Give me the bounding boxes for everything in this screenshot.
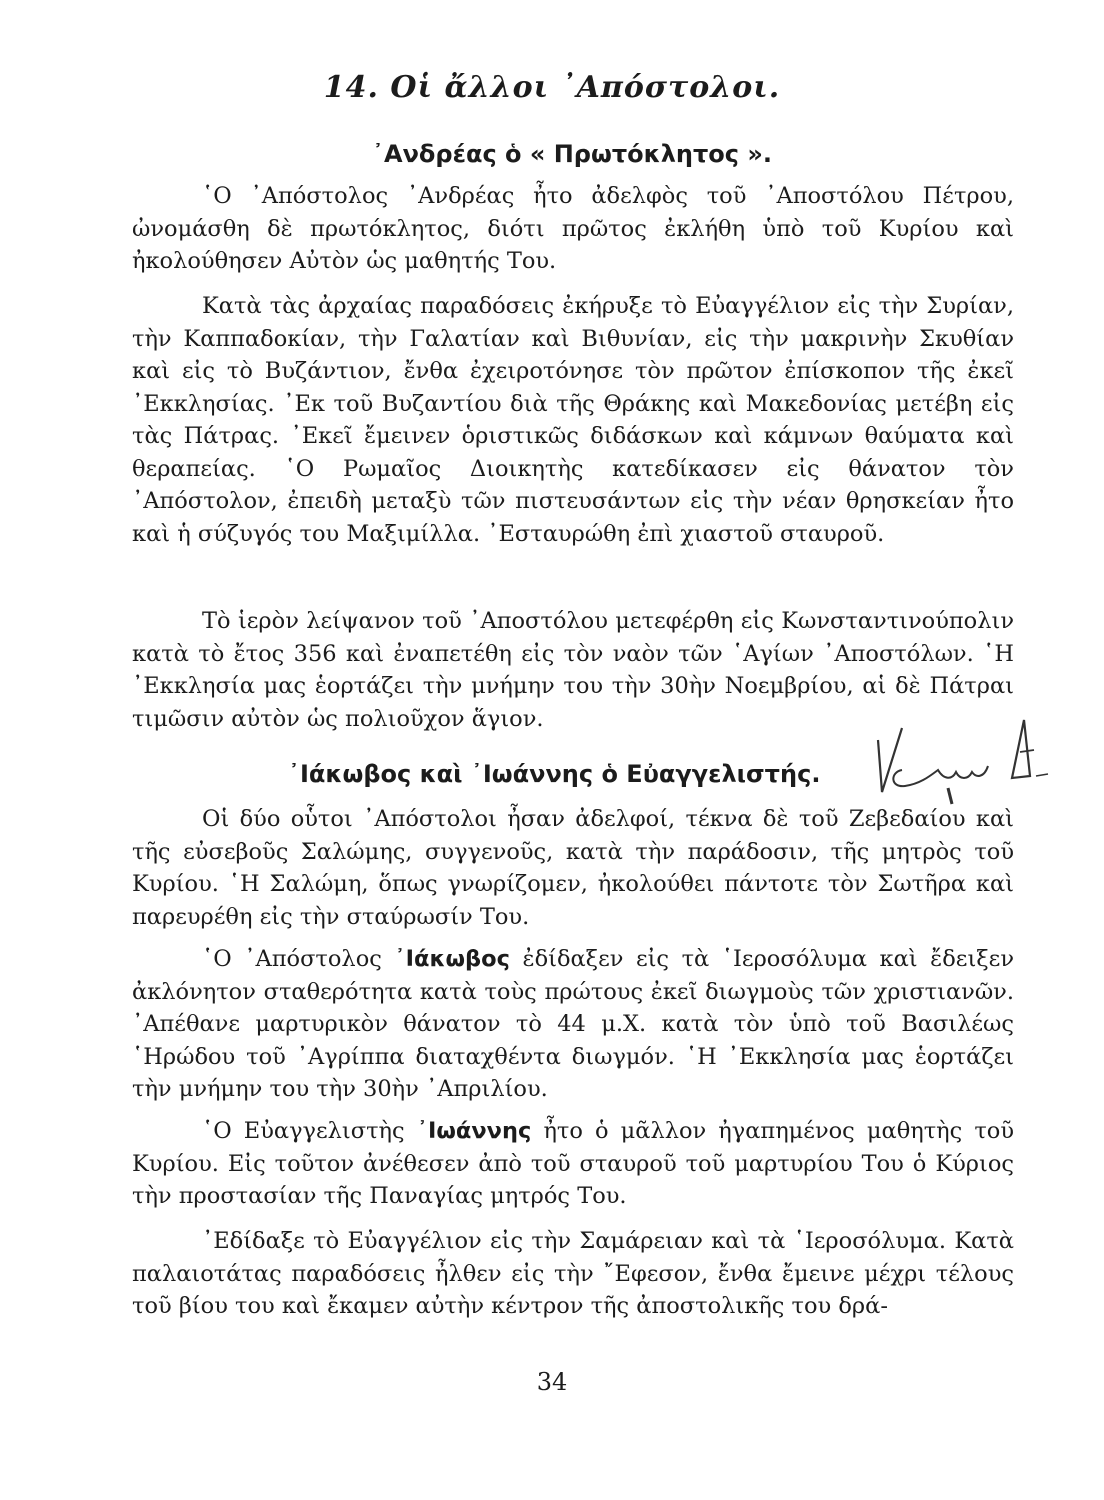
james-lead-text: ῾Ο ᾿Απόστολος: [202, 946, 382, 972]
paragraph-john: [132, 1115, 1014, 1213]
paragraph-andrew-intro: ῾Ο ᾿Απόστολος ᾿Ανδρέας ἦτο ἀδελφὸς τοῦ ᾿Αποστόλου Πέτρου, ὠνομάσθη δὲ πρωτόκλητος, διότι πρῶτος ἐκλήθη ὑπὸ τοῦ Κυρίου καὶ ἠκολούθησεν Αὐτὸν ὡς μαθητής Του.: [132, 183, 1014, 274]
john-lead-text: ῾Ο Εὐαγγελιστὴς: [202, 1118, 405, 1144]
paragraph-james-john-intro: Οἱ δύο οὗτοι ᾿Απόστολοι ἦσαν ἀδελφοί, τέκνα δὲ τοῦ Ζεβεδαίου καὶ τῆς εὐσεβοῦς Σαλώμης, συγγενοῦς, κατὰ τὴν παράδοσιν, τῆς μητρὸς τοῦ Κυρίου. ῾Η Σαλώμη, ὅπως γνωρίζομεν, ἠκολούθει πάντοτε τὸν Σωτῆρα καὶ παρευρέθη εἰς τὴν σταύρωσίν Του.: [132, 806, 1014, 930]
paragraph-andrew-relics: Τὸ ἱερὸν λείψανον τοῦ ᾿Αποστόλου μετεφέρθη εἰς Κωνσταντινούπολιν κατὰ τὸ ἔτος 356 καὶ ἐναπετέθη εἰς τὸν ναὸν τῶν ῾Αγίων ᾿Αποστόλων. ῾Η ᾿Εκκλησία μας ἑορτάζει τὴν μνήμην του τὴν 30ὴν Νοεμβρίου, αἱ δὲ Πάτραι τιμῶσιν αὐτὸν ὡς πολιοῦχον ἅγιον.: [132, 608, 1014, 732]
page-number: 34: [536, 1368, 568, 1396]
james-name: ᾿Ιάκωβος: [394, 946, 510, 972]
john-name: ᾿Ιωάννης: [416, 1118, 532, 1144]
section-heading-james-john: ᾿Ιάκωβος καὶ ᾿Ιωάννης ὁ Εὐαγγελιστής.: [288, 760, 821, 788]
section-heading-andrew: ᾿Ανδρέας ὁ « Πρωτόκλητος ».: [372, 140, 772, 168]
chapter-title: 14. Οἱ ἄλλοι ᾿Απόστολοι.: [323, 70, 781, 105]
paragraph-james: [132, 943, 1014, 1106]
john-body-text: ἦτο ὁ μᾶλλον ἠγαπημένος μαθητὴς τοῦ Κυρίου. Εἰς τοῦτον ἀνέθεσεν ἀπὸ τοῦ σταυροῦ τοῦ μαρτυρίου Του ὁ Κύριος τὴν προστασίαν τῆς Παναγίας μητρός Του.: [132, 1118, 1015, 1209]
paragraph-john-ministry: ᾿Εδίδαξε τὸ Εὐαγγέλιον εἰς τὴν Σαμάρειαν καὶ τὰ ῾Ιεροσόλυμα. Κατὰ παλαιοτάτας παραδόσεις ἦλθεν εἰς τὴν ῎Εφεσον, ἔνθα ἔμεινε μέχρι τέλους τοῦ βίου του καὶ ἔκαμεν αὐτὴν κέντρον τῆς ἀποστολικῆς του δρά-: [132, 1228, 1014, 1319]
james-body-text: ἐδίδαξεν εἰς τὰ ῾Ιεροσόλυμα καὶ ἔδειξεν ἀκλόνητον σταθερότητα κατὰ τοὺς πρώτους ἐκεῖ διωγμοὺς τῶν χριστιανῶν. ᾿Απέθανε μαρτυρικὸν θάνατον τὸ 44 μ.Χ. κατὰ τὸν ὑπὸ τοῦ Βασιλέως ῾Ηρώδου τοῦ ᾿Αγρίππα διαταχθέντα διωγμόν. ῾Η ᾿Εκκλησία μας ἑορτάζει τὴν μνήμην του τὴν 30ὴν ᾿Απριλίου.: [132, 946, 1015, 1102]
paragraph-andrew-preaching: Κατὰ τὰς ἀρχαίας παραδόσεις ἐκήρυξε τὸ Εὐαγγέλιον εἰς τὴν Συρίαν, τὴν Καππαδοκίαν, τὴν Γαλατίαν καὶ Βιθυνίαν, εἰς τὴν μακρινὴν Σκυθίαν καὶ εἰς τὸ Βυζάντιον, ἔνθα ἐχειροτόνησε τὸν πρῶτον ἐπίσκοπον τῆς ἐκεῖ ᾿Εκκλησίας. ᾿Εκ τοῦ Βυζαντίου διὰ τῆς Θράκης καὶ Μακεδονίας μετέβη εἰς τὰς Πάτρας. ᾿Εκεῖ ἔμεινεν ὁριστικῶς διδάσκων καὶ κάμνων θαύματα καὶ θεραπείας. ῾Ο Ρωμαῖος Διοικητὴς κατεδίκασεν εἰς θάνατον τὸν ᾿Απόστολον, ἐπειδὴ μεταξὺ τῶν πιστευσάντων εἰς τὴν νέαν θρησκείαν ἦτο καὶ ἡ σύζυγός του Μαξιμίλλα. ᾿Εσταυρώθη ἐπὶ χιαστοῦ σταυροῦ.: [132, 293, 1014, 547]
handwritten-signature: [860, 700, 1050, 810]
